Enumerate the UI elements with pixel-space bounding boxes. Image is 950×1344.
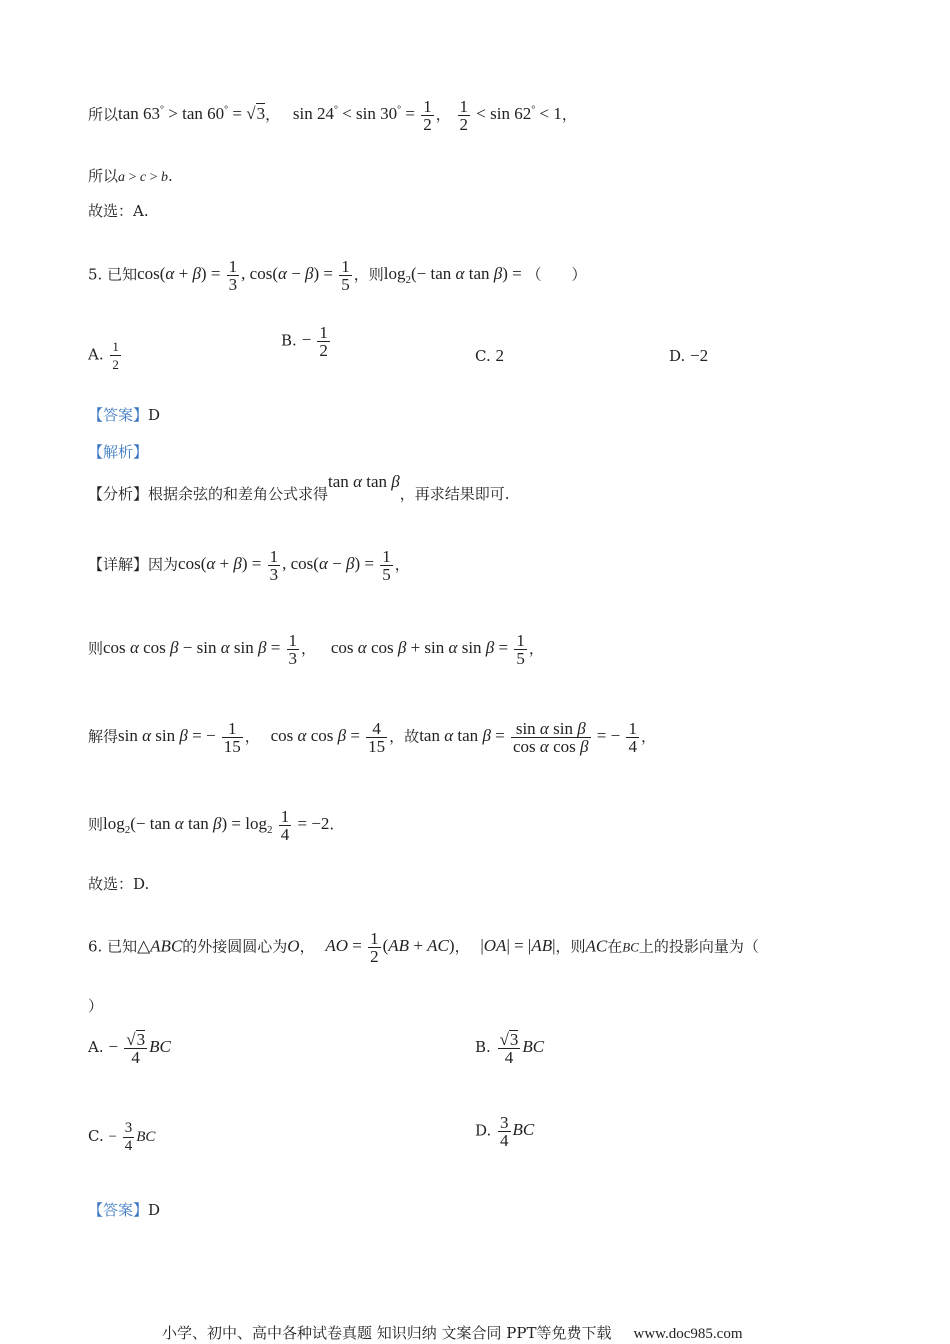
q5-step2: 解得sin α sin β = − $\frac{1}{15}$ ， cos α cos β = $\frac{4}{15}$ ，故tan α tan β = $\frac{\text{sin α sin β}}{\text{cos α cos β}}$ = − $\frac{1}{4}$ ， [88,719,656,756]
q6-option-a[interactable]: A. − $\frac{√3}{4}$ BC [88,1030,171,1067]
q5-step3: 则$\log_2(- \tan \alpha$ $\tan \beta) = \log_2$ $\frac{1}{4}$ = −2. [88,807,335,844]
q5-fenxi: 【分析】根据余弦的和差角公式求得tan α tan β，再求结果即可. [88,472,510,503]
q5-option-c[interactable]: C. 2 [475,346,504,365]
q6-stem: 6. 已知△ABC的外接圆圆心为O， AO = $\frac{1}{2}$ (AB + AC)， |OA| = |AB|，则AC在BC上的投影向量为（ [88,929,759,966]
footer-text: 小学、初中、高中各种试卷真题 知识归纳 文案合同 PPT等免费下载 [162,1324,612,1342]
q5-detail: 【详解】因为cos(α + β) = $\frac{1}{3}$ , cos(α − β) = $\frac{1}{5}$ ， [88,547,410,584]
q6-option-b[interactable]: B. $\frac{√3}{4}$ BC [475,1030,545,1067]
footer [162,1322,743,1343]
choose-a: 故选：A. [88,202,149,220]
q5-analysis-tag: 【解析】 [88,443,149,461]
q5-option-d[interactable]: D. −2 [669,346,709,365]
footer-url[interactable]: www.doc985.com [633,1326,743,1342]
q5-answer: 【答案】D [88,406,161,424]
q5-step1: 则cos α cos β − sin α sin β = $\frac{1}{3}$ ， cos α cos β + sin α sin β = $\frac{1}{5}$ ， [88,631,544,668]
q6-option-c[interactable]: C. − $\frac{3}{4}$ BC [88,1120,156,1154]
q6-answer: 【答案】D [88,1201,161,1219]
q5-option-b[interactable]: B. − $\frac{1}{2}$ [281,323,328,360]
q6-stem-close: ） [88,997,104,1015]
q5-choose: 故选：D. [88,875,150,893]
line-conclusion: 所以a > c > b. [88,167,173,185]
line-tan-compare: 所以tan 63° > tan 60° = √3， sin 24° < sin 30° = $\frac{1}{2}$ ， $\frac{1}{2}$ < sin 62° < 1， [88,97,577,134]
line1-prefix: 所以 [88,105,119,124]
q5-option-a[interactable]: A. $\frac{1}{2}$ [88,339,119,372]
q6-option-d[interactable]: D. $\frac{3}{4}$ BC [475,1113,535,1150]
q5-stem: 5. 已知cos(α + β) = $\frac{1}{3}$ , cos(α − β) = $\frac{1}{5}$ ，则$\log_2(- \tan \alpha$ tan β) = （ ） [88,257,587,294]
